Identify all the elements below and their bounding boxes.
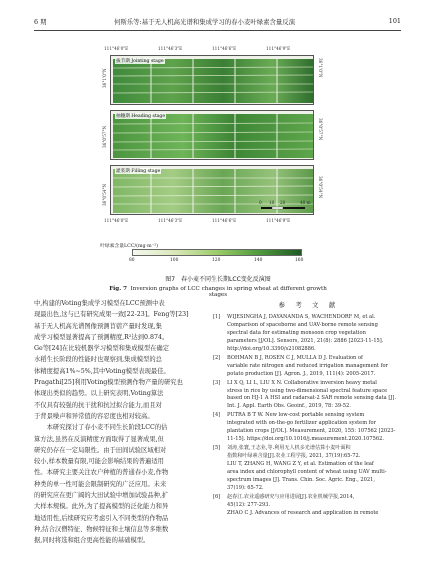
- reference-line: 赵春江.农业遥感研究与应用进展[J].农业机械学报,2014,: [227, 493, 355, 500]
- reference-line: http://doi.org/10.3390/s21082886.: [227, 345, 316, 352]
- lat-tick-right-3: 36°0'54"N: [318, 176, 323, 199]
- reference-item: [213, 380, 403, 412]
- reference-line: WIJESINGHA J, DAYANANDA S, WACHENDORF M, et al.: [227, 314, 376, 320]
- reference-line: Int. J. Appl. Earth Obs. Geoinf., 2019, 78: 39-52.: [227, 403, 351, 410]
- panel-jointing-stage: [110, 55, 314, 105]
- references-column: [213, 298, 403, 519]
- lat-tick-left-1: 36°1'0"N: [102, 68, 107, 88]
- lon-tick-top-3: 111°46'6"E: [212, 46, 237, 51]
- body-line: 水稻生长阶段的性能时也观察到,集成模型的总: [34, 356, 162, 364]
- page-header: [34, 14, 401, 28]
- references-heading: 参 考 文 献: [278, 301, 338, 309]
- reference-line: parameters [J/OL]. Sensors, 2021, 21(8): 2886 [2023-11-15].: [227, 337, 384, 344]
- body-line: 本研究探讨了春小麦不同生长阶段LCC的估: [34, 424, 168, 432]
- lat-tick-right-1: 36°1'0"N: [318, 58, 323, 78]
- lon-tick-bottom-4: 111°46'9"E: [266, 218, 291, 223]
- reference-line: integrated with on-the-go fertilizer application system for: [227, 420, 377, 427]
- reference-number: [6]: [213, 493, 221, 500]
- body-line: 于背景噪声和异常值的容忍度也相对较高。: [34, 412, 154, 420]
- reference-line: LIU T, ZHANG H, WANG Z Y, et al. Estimation of the leaf: [227, 461, 374, 468]
- reference-item: [213, 494, 403, 518]
- lat-tick-left-2: 36°0'57"N: [102, 125, 107, 148]
- lon-tick-top-2: 111°46'3"E: [158, 46, 183, 51]
- colorbar-gradient: [132, 249, 302, 256]
- body-line: 的研究应在更广阔的大田试验中增加试验品种,扩: [34, 492, 169, 500]
- scale-label-0: 0: [259, 200, 262, 205]
- scale-label-20: 20: [280, 200, 286, 205]
- panel-heading-stage: [110, 110, 314, 160]
- body-line: 体现出类似的趋势。以上研究表明,Voting算法: [34, 390, 164, 398]
- reference-line: 刘涛,张寰,王志业,等.利用无人机多光谱估算小麦叶面积: [227, 445, 351, 452]
- body-line: Pragathi[25]利用Voting模型预测作物产量的研究也: [34, 379, 183, 387]
- body-line: 种类的单一性可能会限制研究的广泛应用。未来: [34, 480, 167, 488]
- body-line: 研究仍存在一定局限性。由于田间试验区域相对: [34, 446, 167, 454]
- lon-tick-top-4: 111°46'9"E: [266, 46, 291, 51]
- reference-line: Comparison of spaceborne and UAV-borne remote sensing: [227, 321, 378, 328]
- colorbar-label-80: 80: [129, 258, 135, 263]
- scale-bar: [261, 207, 305, 209]
- scale-label-10: 10: [269, 200, 275, 205]
- reference-line: 指数和叶绿素含量[J].农业工程学报, 2021, 37(19):65-72.: [227, 453, 361, 460]
- body-line: Ge等[24]在比较机器学习模型和集成模型在确定: [34, 345, 170, 353]
- colorbar-label-160: 160: [295, 258, 304, 263]
- reference-line: ZHAO C J. Advances of research and application in remote: [227, 509, 379, 516]
- caption-english: [100, 286, 336, 298]
- reference-line: 37(19): 65-72.: [227, 484, 264, 491]
- lon-tick-bottom-3: 111°46'6"E: [212, 218, 237, 223]
- panel-filling-stage: [110, 165, 314, 215]
- panel-label-jointing: 拔节期 Jointing stage: [116, 59, 164, 64]
- colorbar-label-120: 120: [212, 258, 221, 263]
- reference-line: 45(12): 277-293.: [227, 501, 271, 508]
- body-line: 算方法,虽然在反演精度方面取得了显著成果,但: [34, 435, 164, 443]
- caption-chinese: 图7 春小麦不同生长期LCC变化反演图: [165, 276, 271, 283]
- running-title: 何斯乐等:基于无人机高光谱和集成学习的春小麦叶绿素含量反演: [114, 18, 296, 26]
- reference-line: spectral data for estimating monsoon crop vegetation: [227, 329, 366, 336]
- figure-caption: [100, 274, 336, 298]
- reference-line: 11-15]. https://doi.org/10.1016/j.measurement.2020.107562.: [227, 436, 385, 443]
- reference-number: [2]: [213, 354, 221, 361]
- body-line: 基于无人机高光谱图像预测苜蓿产量时发现,集: [34, 322, 162, 330]
- lon-tick-top-1: 111°46'0"E: [104, 46, 129, 51]
- caption-english-text: Inversion graphs of LCC changes in spring wheat at different growth stages: [130, 286, 327, 298]
- page-number: 101: [388, 17, 401, 25]
- body-line: 体精度提高1%~5%,其中Voting模型表现最佳。: [34, 367, 170, 375]
- reference-line: potato production [J]. Agron. J., 2019, 111(4): 2005-2017.: [227, 370, 376, 377]
- body-line: 中,构建的Voting集成学习模型在LCC预测中表: [34, 300, 165, 307]
- reference-line: area index and chlorophyll content of wheat using UAV multi-: [227, 468, 387, 475]
- body-line: 地适用性,后续研究应考虑引入不同类型的作物品: [34, 514, 169, 522]
- reference-item: [213, 445, 403, 492]
- reference-item: [213, 314, 403, 354]
- body-line: 较小,样本数量有限,可能会影响结果的普遍适用: [34, 458, 164, 466]
- reference-number: [5]: [213, 445, 221, 452]
- lat-tick-right-2: 36°0'57"N: [318, 118, 323, 141]
- reference-list: [213, 314, 403, 518]
- lat-tick-left-3: 36°0'54"N: [102, 183, 107, 206]
- lon-tick-bottom-2: 111°46'3"E: [158, 218, 183, 223]
- lon-tick-bottom-1: 111°46'0"E: [104, 218, 129, 223]
- reference-line: PUTRA B T W. New low-cost portable sensing system: [227, 412, 365, 419]
- colorbar-label-100: 100: [170, 258, 179, 263]
- reference-number: [3]: [213, 379, 221, 386]
- reference-number: [4]: [213, 412, 221, 419]
- header-rule: [34, 30, 401, 31]
- body-line: 成学习模型显著提高了预测精度,R²达到0.874。: [34, 333, 169, 341]
- reference-line: based on HJ-1 A HSI and radarsat-2 SAR remote sensing data [J].: [227, 395, 396, 402]
- inversion-figure: [100, 46, 336, 241]
- reference-line: spectrum images [J]. Trans. Chin. Soc. Agric. Eng., 2021,: [227, 476, 375, 483]
- reference-line: variable rate nitrogen and reduced irrigation management for: [227, 362, 388, 369]
- reference-line: stress in rice by using two-dimensional spectral feature space: [227, 387, 388, 394]
- reference-line: BOHMAN B J, ROSEN C J, MULLA D J. Evaluation of: [227, 354, 363, 361]
- reference-item: [213, 355, 403, 379]
- panel-label-filling: 灌浆期 Filling stage: [116, 169, 161, 174]
- reference-item: [213, 412, 403, 444]
- body-line: 现最出色,这与已有研究成果一致[22-23]。Feng等[23]: [34, 311, 189, 319]
- body-line: 种,结合汉僧特征、物候特征和土壤信息等多维数: [34, 525, 169, 533]
- reference-line: LI X Q, LI L, LIU X N. Collaborative inversion heavy metal: [227, 379, 377, 386]
- colorbar-title: 叶绿素含量LCC/(mg·m⁻²): [100, 244, 159, 249]
- caption-figure-number: Fig. 7: [109, 286, 127, 292]
- panel-label-heading: 抽穗期 Heading stage: [116, 114, 166, 119]
- issue-number: 6 期: [34, 18, 47, 26]
- reference-line: plantation crops [J/OL]. Measurement, 2020, 155: 107562 [2023-: [227, 428, 396, 435]
- body-text-column: [34, 298, 201, 547]
- reference-number: [1]: [213, 314, 221, 320]
- scale-label-40m: 40 m: [300, 200, 311, 205]
- body-line: 据,同时将选和组合更高性能的基础模型。: [34, 537, 150, 545]
- colorbar-label-140: 140: [254, 258, 263, 263]
- body-line: 大样本规模。此外,为了提高模型的泛化能力和异: [34, 503, 169, 511]
- body-line: 性。本研究主要关注农户种植的普通春小麦,作物: [34, 469, 169, 477]
- body-line: 不仅具有较强的抗干扰和抗过拟合能力,而且对: [34, 401, 162, 409]
